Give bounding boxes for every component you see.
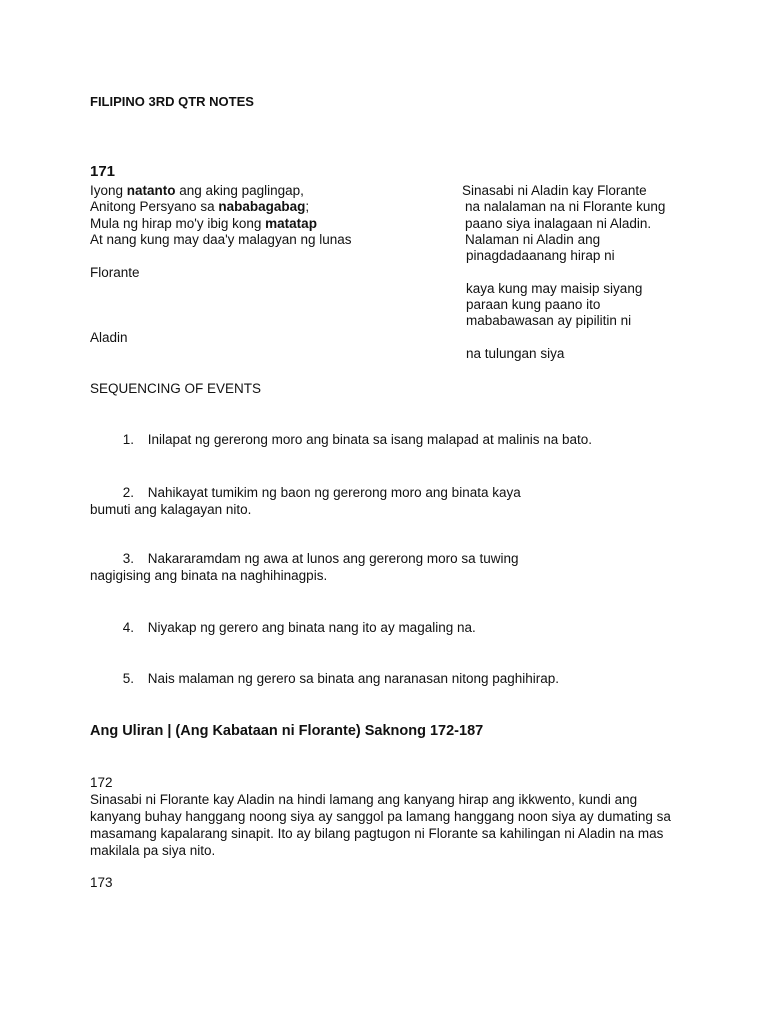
verse-line: At nang kung may daa'y malagyan ng lunas [90,231,352,247]
event-text: Niyakap ng gerero ang binata nang ito ay magaling na. [147,620,476,635]
explanation-line: na tulungan siya [466,345,565,361]
explanation-line: Nalaman ni Aladin ang [465,231,601,247]
explanation-line: paano siya inalagaan ni Aladin. [465,215,652,231]
event-text: Inilapat ng gererong moro ang binata sa isang malapad at malinis na bato. [147,432,593,447]
event-number: 3. [122,551,134,566]
event-number: 2. [122,485,134,500]
stanza-number: 171 [90,163,116,180]
verse-block [90,183,352,248]
event-text: Nais malaman ng gerero sa binata ang naranasan nitong paghihirap. [147,671,560,686]
explanation-block [462,183,665,362]
event-text-continued: nagigising ang binata na naghihinagpis. [90,567,328,583]
sequencing-heading: SEQUENCING OF EVENTS [90,381,262,396]
verse-line: Mula ng hirap mo'y ibig kong matatap [90,215,317,231]
explanation-line: mababawasan ay pipilitin ni [466,313,632,329]
event-number: 4. [122,620,134,635]
saknong-text: Sinasabi ni Florante kay Aladin na hindi lamang ang kanyang hirap ang ikkwento, kundi ang kanyang buhay hanggang noong siya ay sanggol pa lamang hanggang noon siya ay dumating sa masamang kapalarang sinapit. Ito ay bilang pagtugon ni Florante sa kahilingan ni Aladin na mas makilala pa siya nito. [90,792,671,858]
event-number: 1. [122,432,134,447]
explanation-line: pinagdadaanang hirap ni [466,248,615,264]
event-text: Nakararamdam ng awa at lunos ang gererong moro sa tuwing [147,551,519,566]
explanation-line: na nalalaman na ni Florante kung [465,199,666,215]
verse-line: Iyong natanto ang aking paglingap, [90,183,304,198]
explanation-line: paraan kung paano ito [466,297,601,313]
saknong-number: 172 [90,775,113,790]
event-item [90,432,610,449]
event-number: 5. [122,671,134,686]
event-item [90,485,610,518]
document-title: FILIPINO 3RD QTR NOTES [90,94,254,109]
saknong-number: 173 [90,875,113,890]
speaker-florante: Florante [90,265,140,280]
event-text: Nahikayat tumikim ng baon ng gererong moro ang binata kaya [147,485,521,500]
saknong-title: Ang Uliran | (Ang Kabataan ni Florante) Saknong 172-187 [90,723,484,739]
event-item [90,551,610,584]
event-text-continued: bumuti ang kalagayan nito. [90,501,252,517]
event-item [90,620,610,637]
explanation-line: kaya kung may maisip siyang [466,280,643,296]
explanation-line: Sinasabi ni Aladin kay Florante [462,183,647,198]
speaker-aladin: Aladin [90,330,128,345]
verse-line: Anitong Persyano sa nababagabag; [90,199,310,215]
event-item [90,671,610,688]
